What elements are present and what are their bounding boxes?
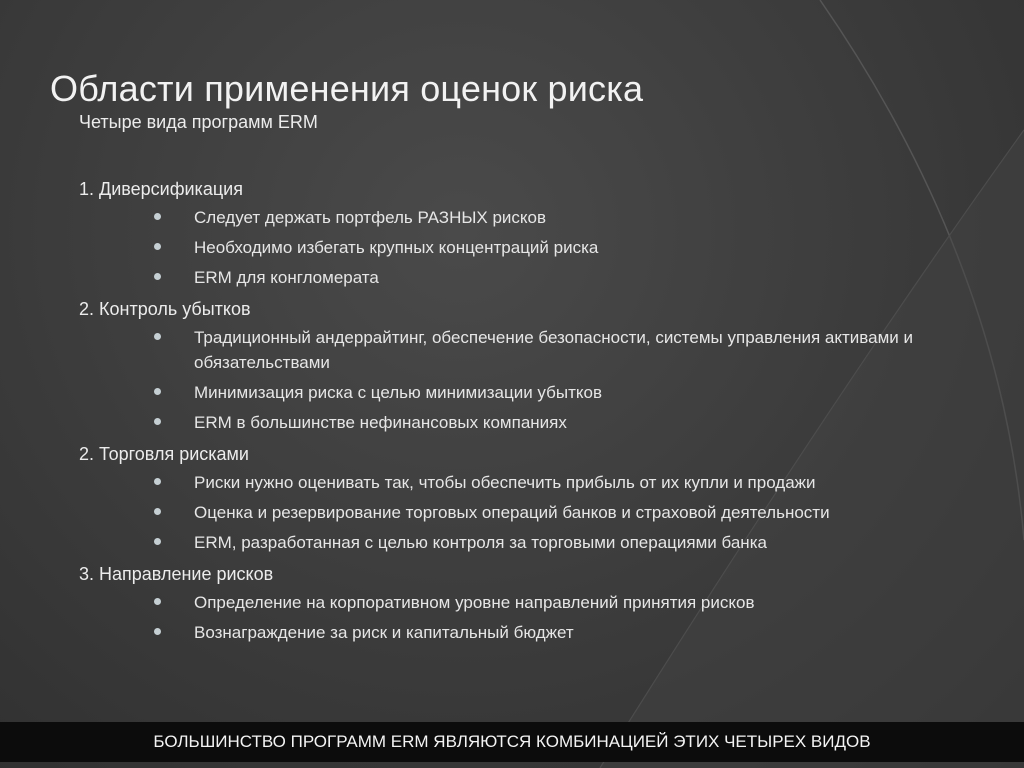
section-diversification <box>79 175 959 290</box>
list-item-text: Традиционный андеррайтинг, обеспечение безопасности, системы управления активами и обязательствами <box>194 328 913 372</box>
footer-banner <box>0 722 1024 762</box>
bullet-list <box>79 470 959 555</box>
bullet-dot-icon <box>154 418 161 425</box>
bullet-dot-icon <box>154 598 161 605</box>
list-item <box>79 325 959 375</box>
list-item-text: Минимизация риска с целью минимизации убытков <box>194 383 602 402</box>
list-item <box>79 380 959 405</box>
list-item-text: ERM, разработанная с целью контроля за торговыми операциями банка <box>194 533 767 552</box>
bullet-list <box>79 590 959 645</box>
bullet-list <box>79 325 959 435</box>
bullet-dot-icon <box>154 213 161 220</box>
bullet-dot-icon <box>154 508 161 515</box>
bullet-dot-icon <box>154 333 161 340</box>
list-item-text: Определение на корпоративном уровне направлений принятия рисков <box>194 593 755 612</box>
list-item <box>79 590 959 615</box>
list-item <box>79 470 959 495</box>
slide-content <box>79 109 959 650</box>
bullet-dot-icon <box>154 478 161 485</box>
bullet-dot-icon <box>154 388 161 395</box>
section-heading: 2. Контроль убытков <box>79 299 251 319</box>
section-risk-direction <box>79 560 959 645</box>
list-item <box>79 620 959 645</box>
section-heading: 1. Диверсификация <box>79 179 243 199</box>
bullet-list <box>79 205 959 290</box>
slide-title: Области применения оценок риска <box>50 68 644 110</box>
section-heading: 2. Торговля рисками <box>79 444 249 464</box>
list-item <box>79 500 959 525</box>
list-item-text: Риски нужно оценивать так, чтобы обеспечить прибыль от их купли и продажи <box>194 473 816 492</box>
list-item <box>79 410 959 435</box>
footer-text: БОЛЬШИНСТВО ПРОГРАММ ERM ЯВЛЯЮТСЯ КОМБИНАЦИЕЙ ЭТИХ ЧЕТЫРЕХ ВИДОВ <box>153 732 871 751</box>
bullet-dot-icon <box>154 538 161 545</box>
section-loss-control <box>79 295 959 435</box>
list-item-text: Необходимо избегать крупных концентраций риска <box>194 238 599 257</box>
list-item-text: ERM для конгломерата <box>194 268 379 287</box>
section-risk-trading <box>79 440 959 555</box>
list-item-text: ERM в большинстве нефинансовых компаниях <box>194 413 567 432</box>
list-item <box>79 205 959 230</box>
bullet-dot-icon <box>154 628 161 635</box>
slide-subtitle: Четыре вида программ ERM <box>79 112 318 132</box>
list-item <box>79 265 959 290</box>
spacer <box>79 137 959 175</box>
list-item-text: Следует держать портфель РАЗНЫХ рисков <box>194 208 547 227</box>
list-item <box>79 235 959 260</box>
section-heading: 3. Направление рисков <box>79 564 274 584</box>
list-item-text: Оценка и резервирование торговых операций банков и страховой деятельности <box>194 503 830 522</box>
bullet-dot-icon <box>154 273 161 280</box>
list-item <box>79 530 959 555</box>
list-item-text: Вознаграждение за риск и капитальный бюджет <box>194 623 574 642</box>
bullet-dot-icon <box>154 243 161 250</box>
